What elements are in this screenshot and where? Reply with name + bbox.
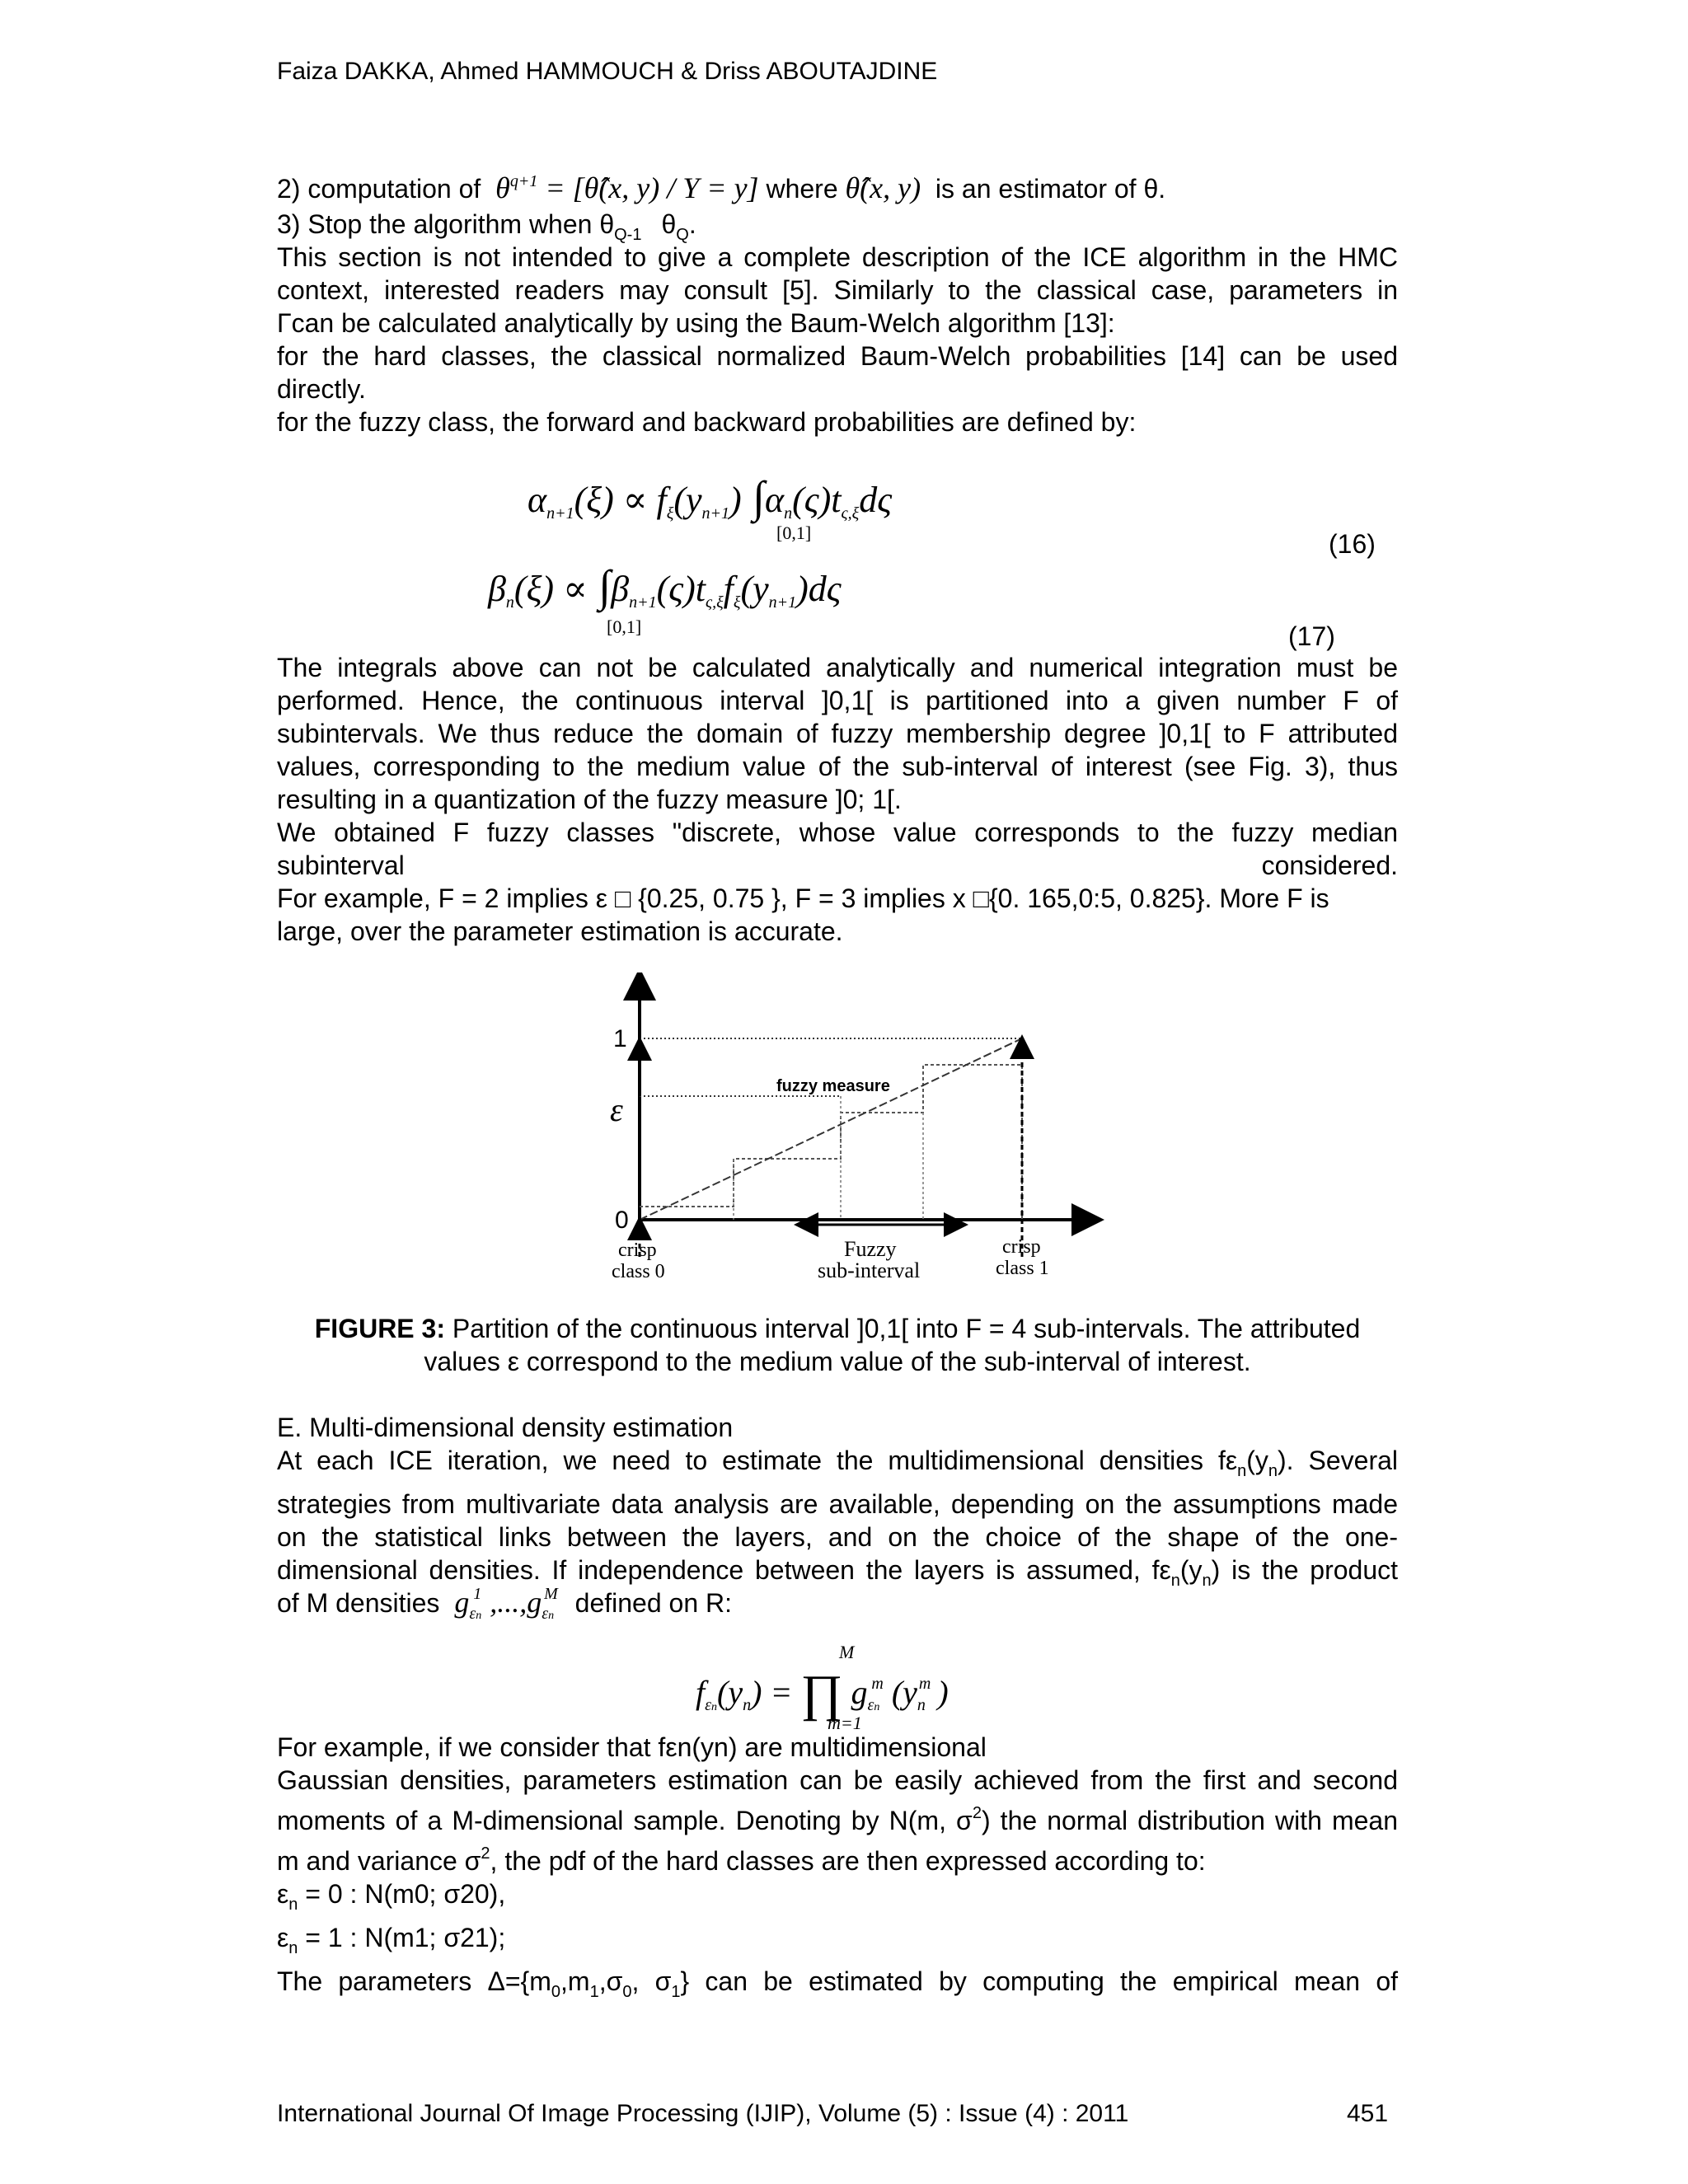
step2-where: where: [766, 174, 838, 204]
gaussian-paragraph: [277, 1731, 1398, 2008]
product-upper-limit: M: [839, 1642, 855, 1662]
figure-3: [593, 972, 1121, 1302]
para1-line: context, interested readers may consult [5]. Similarly to the classical case, parameters in: [277, 275, 1398, 305]
fuzzy-label-b: sub-interval: [818, 1258, 921, 1282]
gaussian-line: Gaussian densities, parameters estimation can be easily achieved from the first and second: [277, 1765, 1398, 1795]
footer-journal: International Journal Of Image Processing (IJIP), Volume (5) : Issue (4) : 2011: [277, 2100, 1129, 2127]
fuzzy-measure-line: [640, 1038, 1022, 1220]
caption-label: FIGURE 3:: [314, 1314, 445, 1343]
para2-line: resulting in a quantization of the fuzzy measure ]0; 1[.: [277, 785, 902, 814]
densities-formula: $g_{\varepsilon n}^1$ $,...,g_{\varepsilon n}^M$: [447, 1585, 558, 1623]
step2-estimator: θ̂(x, y): [845, 171, 921, 204]
fuzzy-measure-label: fuzzy measure: [776, 1077, 890, 1095]
step3-sub1: Q-1: [614, 226, 642, 244]
step3-end: .: [688, 209, 696, 239]
step2-line: [277, 165, 1165, 205]
crisp1-label-b: class 1: [996, 1258, 1049, 1279]
densities-pre: of M densities: [277, 1588, 440, 1618]
caption-line2: values ε correspond to the medium value of the sub-interval of interest.: [424, 1347, 1251, 1376]
para2-line: We obtained F fuzzy classes "discrete, whose value corresponds to the fuzzy median: [277, 818, 1398, 847]
para2-line: values, corresponding to the medium value of the sub-interval of interest (see Fig. 3), thus: [277, 752, 1398, 781]
section-e-line: At each ICE iteration, we need to estimate the multidimensional densities $f\varepsilon_n(y_n)$. Several: [277, 1446, 1399, 1480]
section-e-line: on the statistical links between the layers, and on the choice of the shape of the one-: [277, 1522, 1398, 1552]
crisp0-label-b: class 0: [612, 1261, 665, 1282]
caption-line1: Partition of the continuous interval ]0,1[ into F = 4 sub-intervals. The attributed: [444, 1314, 1361, 1343]
example-line: For example, F = 2 implies ε □ {0.25, 0.75 }, F = 3 implies x □{0. 165,0:5, 0.825}. More F is: [277, 883, 1329, 913]
subinterval-right: considered.: [1261, 851, 1398, 880]
step2-pre: 2) computation of: [277, 174, 481, 204]
step3-mid: θ: [661, 209, 677, 239]
fuzzy-label-a: Fuzzy: [844, 1237, 897, 1261]
section-e-line: dimensional densities. If independence between the layers is assumed, $f\varepsilon_n(y_n)$ is the product: [277, 1555, 1399, 1590]
hard-class-1: $\varepsilon_n = 1$ : N(m1; σ21);: [277, 1923, 506, 1957]
paragraph-integrals: [277, 651, 1398, 948]
paragraph-ice: [277, 241, 1398, 438]
crisp1-label-a: crisp: [1002, 1236, 1041, 1258]
section-e-line: strategies from multivariate data analysis are available, depending on the assumptions made: [277, 1489, 1398, 1519]
figure-caption: [277, 1312, 1398, 1378]
para1-line: for the hard classes, the classical normalized Baum-Welch probabilities [14] can be used: [277, 341, 1398, 371]
y-label-eps: ε: [610, 1091, 623, 1128]
equation-16-label: (16): [1329, 529, 1376, 559]
parameters-line: The parameters $\Delta=\{m_0,m_1,\sigma_0$, $\sigma_1$} can be estimated by computing the empirical mean of: [277, 1966, 1399, 2001]
para1-line: directly.: [277, 374, 366, 404]
equation-17-limits: [0,1]: [607, 616, 642, 637]
equation-17-label: (17): [1288, 621, 1335, 651]
product-formula: $f_{\varepsilon n}(y_n)$ = ∏ $g_{\varepsilon n}^m$ ($y_n^m$ ): [696, 1666, 949, 1722]
para2-line: The integrals above can not be calculated analytically and numerical integration must be: [277, 653, 1398, 682]
subinterval-left: subinterval: [277, 851, 405, 880]
gaussian-line: m and variance $\sigma^2$, the pdf of the hard classes are then expressed according to:: [277, 1844, 1206, 1876]
para2-line: performed. Hence, the continuous interval ]0,1[ is partitioned into a given number F of: [277, 686, 1398, 715]
section-e-body: [277, 1444, 1398, 1597]
subinterval-line: [277, 849, 1398, 882]
y-label-one: 1: [613, 1025, 627, 1052]
step2-formula: $\theta^{q+1}$ = [θ̂(x, y) / Y = y]: [488, 171, 759, 204]
hard-class-0: $\varepsilon_n = 0$ : N(m0; σ20),: [277, 1879, 506, 1914]
crisp0-label-a: crisp: [618, 1240, 657, 1261]
example-line: large, over the parameter estimation is accurate.: [277, 916, 843, 946]
product-lower-limit: m=1: [828, 1713, 862, 1733]
equation-17: $\beta_n(\xi) \propto \int\beta_{n+1}(\varsigma)t_{\varsigma,\xi}f_\xi(y_{n+1})d\varsigma$: [488, 561, 842, 612]
para2-line: subintervals. We thus reduce the domain of fuzzy membership degree ]0,1[ to F attributed: [277, 719, 1398, 748]
para1-line: for the fuzzy class, the forward and backward probabilities are defined by:: [277, 407, 1137, 437]
para1-line: This section is not intended to give a complete description of the ICE algorithm in the HMC: [277, 242, 1398, 272]
equation-16: $\alpha_{n+1}(\xi) \propto f_\xi(y_{n+1})$ $\int\alpha_n(\varsigma)t_{\varsigma,\xi}d\varsigma$: [528, 472, 893, 523]
section-e-title: E. Multi-dimensional density estimation: [277, 1413, 734, 1442]
para1-line: Γcan be calculated analytically by using the Baum-Welch algorithm [13]:: [277, 308, 1115, 338]
densities-post: defined on R:: [574, 1588, 733, 1618]
gaussian-line: For example, if we consider that fεn(yn) are multidimensional: [277, 1732, 987, 1762]
gaussian-line: moments of a M-dimensional sample. Denoting by N(m, $\sigma^2$) the normal distribution with mean: [277, 1804, 1399, 1835]
step2-post: is an estimator of θ.: [935, 174, 1166, 204]
y-label-zero: 0: [615, 1207, 629, 1234]
running-header: Faiza DAKKA, Ahmed HAMMOUCH & Driss ABOUTAJDINE: [277, 58, 938, 85]
densities-line: [277, 1586, 732, 1633]
step3-pre: 3) Stop the algorithm when θ: [277, 209, 615, 239]
page-number: 451: [1347, 2100, 1389, 2127]
step3-sub2: Q: [676, 226, 689, 244]
equation-16-limits: [0,1]: [776, 523, 812, 543]
